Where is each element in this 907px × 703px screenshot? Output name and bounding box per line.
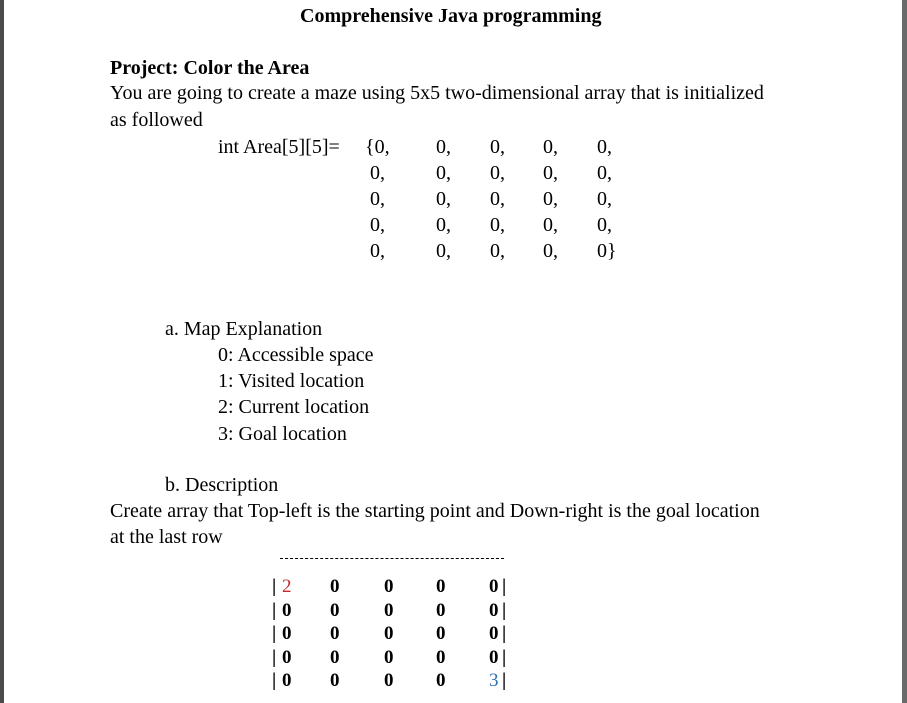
grid-right-bar: | [502, 576, 507, 597]
grid-cell: 0 [489, 623, 499, 644]
grid-cell: 0 [436, 646, 446, 668]
array-cell: 0, [436, 214, 451, 236]
grid-left-bar: | [272, 623, 277, 644]
array-cell: 0, [597, 188, 612, 210]
grid-left-bar: | [272, 599, 277, 621]
array-cell: 0, [370, 214, 385, 236]
array-cell: 0, [490, 136, 505, 158]
description-line-2: at the last row [110, 526, 223, 548]
grid-cell: 0 [330, 646, 340, 668]
grid-cell: 0 [384, 670, 394, 691]
grid-cell: 0 [384, 623, 394, 644]
grid-cell: 0 [436, 670, 446, 691]
array-cell: 0, [436, 240, 451, 262]
grid-left-bar: | [272, 646, 277, 668]
grid-right-bar: | [502, 646, 507, 668]
legend-item: 0: Accessible space [218, 344, 374, 366]
description-line-1: Create array that Top-left is the starting point and Down-right is the goal location [110, 500, 760, 522]
array-cell: 0, [543, 188, 558, 210]
array-cell: 0, [543, 162, 558, 184]
array-cell: 0, [543, 240, 558, 262]
map-explanation-heading: a. Map Explanation [165, 318, 323, 340]
grid-cell: 3 [489, 670, 499, 691]
array-declaration: int Area[5][5]= [218, 136, 340, 158]
description-heading: b. Description [165, 474, 279, 496]
array-cell: 0, [370, 188, 385, 210]
grid-right-bar: | [502, 623, 507, 644]
grid-cell: 0 [282, 623, 292, 644]
array-cell: 0, [370, 162, 385, 184]
grid-cell: 0 [489, 646, 499, 668]
grid-cell: 0 [384, 576, 394, 597]
grid-cell: 0 [330, 599, 340, 621]
intro-line-1: You are going to create a maze using 5x5 two-dimensional array that is initialized [110, 82, 764, 104]
array-cell: 0, [490, 162, 505, 184]
grid-left-bar: | [272, 576, 277, 597]
grid-dashed-border [280, 558, 504, 559]
grid-cell: 0 [489, 576, 499, 597]
array-cell: 0, [597, 214, 612, 236]
grid-cell: 0 [330, 623, 340, 644]
project-heading: Project: Color the Area [110, 57, 310, 79]
array-cell: 0, [436, 136, 451, 158]
grid-right-bar: | [502, 670, 507, 691]
grid-cell: 0 [282, 646, 292, 668]
array-cell: 0, [370, 240, 385, 262]
document-title: Comprehensive Java programming [300, 5, 602, 27]
array-cell: 0, [436, 162, 451, 184]
grid-cell: 0 [330, 576, 340, 597]
array-cell: {0, [365, 136, 390, 158]
array-cell: 0, [436, 188, 451, 210]
legend-item: 2: Current location [218, 396, 370, 418]
intro-line-2: as followed [110, 109, 203, 131]
grid-cell: 0 [330, 670, 340, 691]
grid-cell: 0 [282, 670, 292, 691]
array-cell: 0, [597, 136, 612, 158]
array-cell: 0, [543, 214, 558, 236]
grid-cell: 0 [384, 646, 394, 668]
grid-cell: 0 [384, 599, 394, 621]
legend-item: 3: Goal location [218, 423, 347, 445]
array-cell: 0, [543, 136, 558, 158]
legend-item: 1: Visited location [218, 370, 365, 392]
array-cell: 0, [490, 214, 505, 236]
page-left-edge [0, 0, 4, 703]
array-cell: 0, [490, 188, 505, 210]
array-cell: 0, [490, 240, 505, 262]
grid-cell: 0 [436, 576, 446, 597]
array-cell: 0} [597, 240, 617, 262]
grid-cell: 2 [282, 576, 292, 597]
grid-right-bar: | [502, 599, 507, 621]
array-cell: 0, [597, 162, 612, 184]
grid-cell: 0 [436, 599, 446, 621]
page-right-edge [902, 0, 907, 703]
grid-left-bar: | [272, 670, 277, 691]
grid-cell: 0 [489, 599, 499, 621]
grid-cell: 0 [282, 599, 292, 621]
grid-cell: 0 [436, 623, 446, 644]
